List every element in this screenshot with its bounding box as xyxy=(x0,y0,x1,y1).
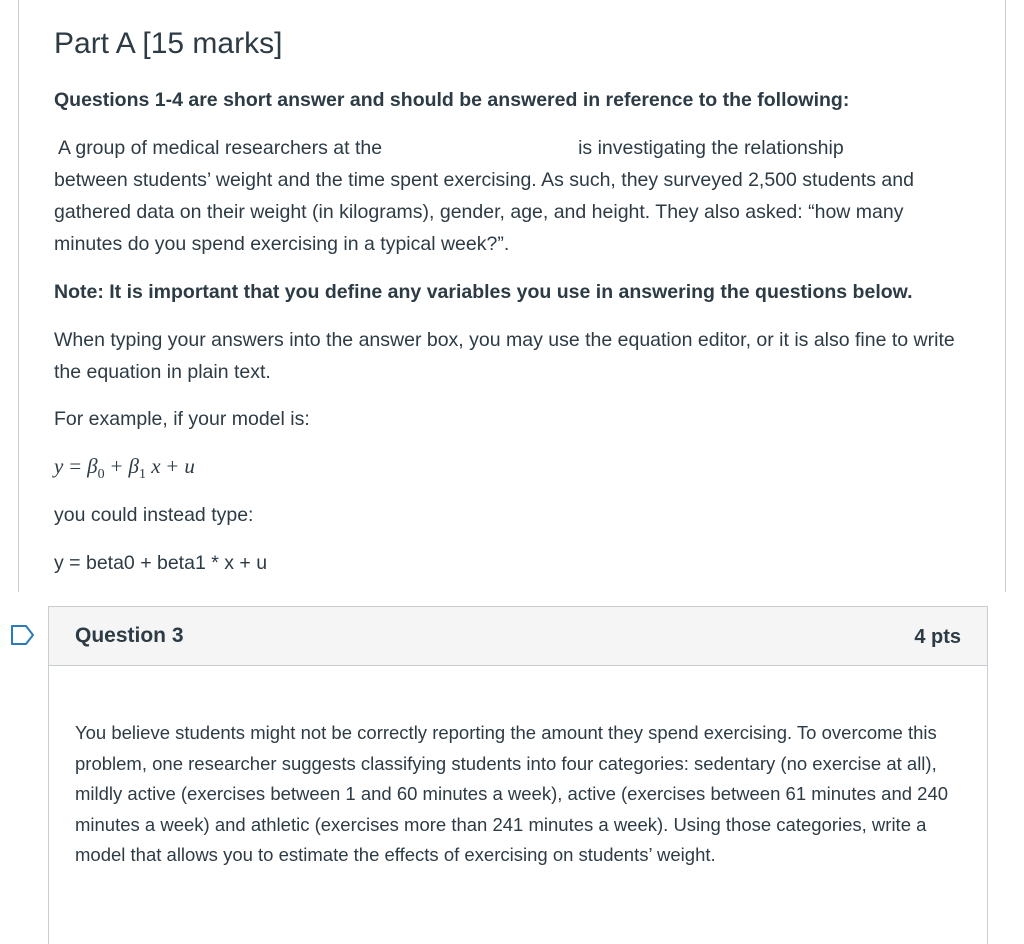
math-y: y xyxy=(54,454,64,478)
question-text: You believe students might not be correctly reporting the amount they spend exercising. To overcome this problem, one researcher suggests classifying students into four categories: sedentary (no exercise at all), mildly active (exercises between 1 and 60 minutes a week), active (exercises between 61 minutes and 240 minutes a week) and athletic (exercises more than 241 minutes a week). Using those categories, write a model that allows you to estimate the effects of exercising on students’ weight. xyxy=(75,722,949,865)
math-x: x xyxy=(151,454,161,478)
example-intro: For example, if your model is: xyxy=(54,408,310,430)
scenario-line1-end: is investigating the relationship xyxy=(578,137,844,159)
math-equals: = xyxy=(69,454,82,478)
question-header xyxy=(49,607,987,666)
plain-equation: y = beta0 + beta1 * x + u xyxy=(54,552,268,574)
question-points: 4 pts xyxy=(914,626,961,648)
instead-text: you could instead type: xyxy=(54,504,254,526)
math-plus-2: + xyxy=(166,454,179,478)
question-card xyxy=(48,606,988,944)
page-title: Part A [15 marks] xyxy=(54,27,283,60)
math-beta0: $\beta_0$ xyxy=(87,454,105,483)
typing-instructions: When typing your answers into the answer box, you may use the equation editor, or it is also fine to write the equation in plain text. xyxy=(54,329,955,383)
note-text: Note: It is important that you define any variables you use in answering the questions below. xyxy=(54,281,913,303)
math-beta1: $\beta_1$ xyxy=(128,454,146,483)
question-title: Question 3 xyxy=(75,624,184,647)
math-plus: + xyxy=(110,454,123,478)
model-equation xyxy=(54,450,964,491)
intro-heading: Questions 1-4 are short answer and should be answered in reference to the following: xyxy=(54,89,850,111)
math-u: u xyxy=(184,454,195,478)
scenario-line1-start: A group of medical researchers at the xyxy=(58,137,383,159)
flag-question-icon[interactable] xyxy=(10,624,36,646)
scenario-paragraph xyxy=(54,132,964,260)
scenario-rest: between students’ weight and the time spent exercising. As such, they surveyed 2,500 students and gathered data on their weight (in kilograms), gender, age, and height. They also asked: “how many minutes do you spend exercising in a typical week?”. xyxy=(54,169,914,255)
